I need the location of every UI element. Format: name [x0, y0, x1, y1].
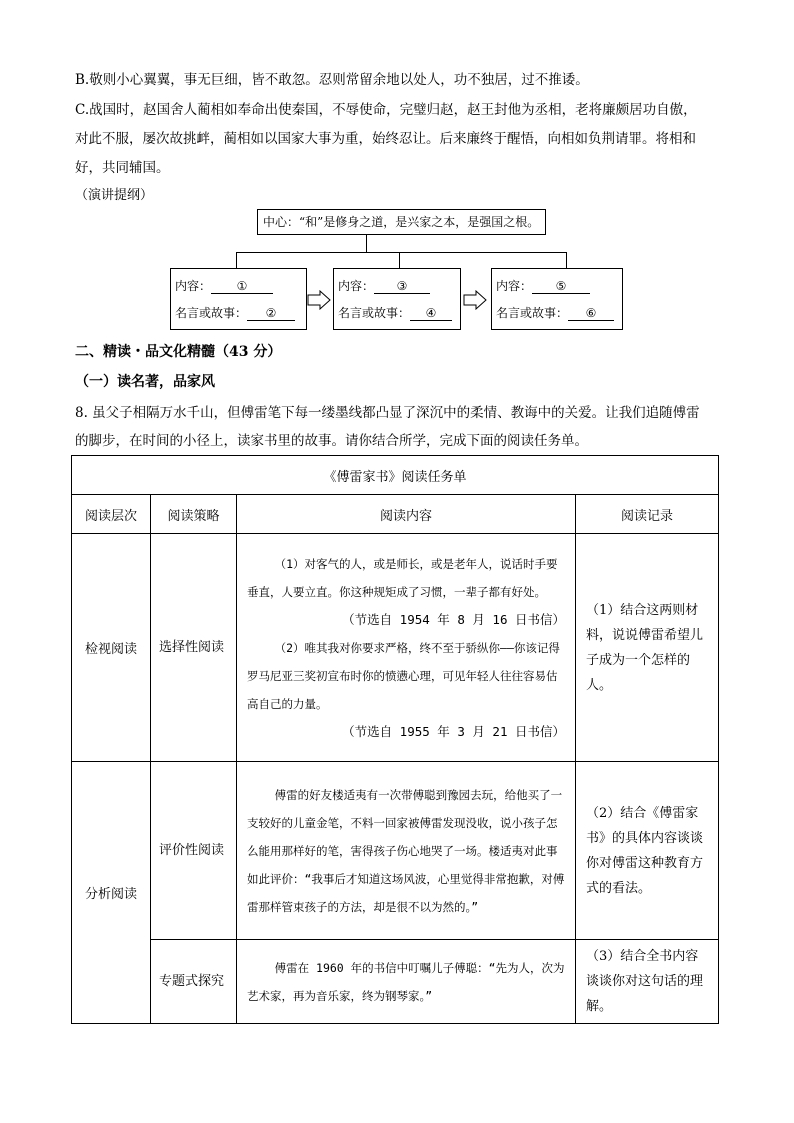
outline-label: （演讲提纲） — [75, 188, 154, 203]
option-c-line-3: 好，共同辅国。 — [75, 160, 170, 176]
content-label: 内容： — [175, 279, 212, 293]
header-content: 阅读内容 — [237, 495, 576, 534]
outline-box-1 — [170, 268, 307, 330]
record-cell: （3）结合全书内容谈谈你对这句话的理解。 — [576, 940, 719, 1024]
level-cell: 检视阅读 — [72, 534, 151, 762]
strategy-cell: 评价性阅读 — [151, 762, 237, 940]
table-row — [72, 940, 719, 1024]
question-8-line-2: 的脚步，在时间的小径上，读家书里的故事。请你结合所学，完成下面的阅读任务单。 — [75, 433, 588, 449]
table-row — [72, 534, 719, 762]
blank-6: ⑥ — [568, 306, 614, 321]
arrow-right-icon — [463, 290, 488, 310]
strategy-cell: 专题式探究 — [151, 940, 237, 1024]
table-title: 《傅雷家书》阅读任务单 — [72, 456, 719, 495]
content-cell — [237, 534, 576, 762]
center-box — [257, 209, 546, 235]
story-label: 名言或故事： — [496, 306, 569, 320]
connector-middle — [399, 252, 400, 269]
record-cell: （2）结合《傅雷家书》的具体内容谈谈你对傅雷这种教育方式的看法。 — [576, 762, 719, 940]
option-b-text: B.敬则小心翼翼，事无巨细，皆不敢忽。忍则常留余地以处人，功不独居，过不推诿。 — [75, 72, 589, 88]
question-8-line-1: 8. 虽父子相隔万水千山，但傅雷笔下每一缕墨线都凸显了深沉中的柔情、教诲中的关爱。让我们追随傅雷 — [75, 405, 700, 421]
connector-right — [566, 252, 567, 269]
blank-4: ④ — [410, 306, 452, 321]
header-strategy: 阅读策略 — [151, 495, 237, 534]
excerpt-1-source: （节选自 1954 年 8 月 16 日书信） — [342, 611, 565, 627]
content-cell: 傅雷在 1960 年的书信中叮嘱儿子傅聪：“先为人，次为艺术家，再为音乐家，终为钢琴家。” — [237, 940, 576, 1024]
connector-vertical — [366, 234, 367, 253]
reading-task-table — [71, 455, 719, 1024]
table-row — [72, 762, 719, 940]
header-level: 阅读层次 — [72, 495, 151, 534]
excerpt-2-source: （节选自 1955 年 3 月 21 日书信） — [342, 723, 565, 739]
subsection-title: （一）读名著，品家风 — [75, 374, 215, 390]
content-cell: 傅雷的好友楼适夷有一次带傅聪到豫园去玩，给他买了一支较好的儿童金笔，不料一回家被傅雷发现没收，说小孩子怎么能用那样好的笔，害得孩子伤心地哭了一场。楼适夷对此事如此评价：“我事后才知道这场风波，心里觉得非常抱歉，对傅雷那样管束孩子的方法，却是很不以为然的。” — [237, 762, 576, 940]
story-label: 名言或故事： — [175, 306, 248, 320]
center-text: 中心：“和”是修身之道，是兴家之本，是强国之根。 — [263, 215, 540, 229]
arrow-right-icon — [307, 290, 332, 310]
blank-1: ① — [211, 279, 273, 294]
blank-3: ③ — [374, 279, 430, 294]
blank-2: ② — [247, 306, 295, 321]
section-title: 二、精读・品文化精髓（43 分） — [75, 344, 282, 360]
record-cell: （1）结合这两则材料，说说傅雷希望儿子成为一个怎样的人。 — [576, 534, 719, 762]
blank-5: ⑤ — [532, 279, 590, 294]
strategy-cell: 选择性阅读 — [151, 534, 237, 762]
connector-left — [236, 252, 237, 269]
outline-box-2 — [333, 268, 461, 330]
excerpt-1: （1）对客气的人，或是师长，或是老年人，说话时手要垂直，人要立直。你这种规矩成了习惯，一辈子都有好处。 — [247, 556, 558, 599]
header-record: 阅读记录 — [576, 495, 719, 534]
option-c-line-2: 对此不服，屡次故挑衅，蔺相如以国家大事为重，始终忍让。后来廉终于醒悟，向相如负荆请罪。将相和 — [75, 131, 696, 147]
content-label: 内容： — [496, 279, 533, 293]
story-label: 名言或故事： — [338, 306, 411, 320]
content-label: 内容： — [338, 279, 375, 293]
level-cell: 分析阅读 — [72, 762, 151, 1024]
option-c-line-1: C.战国时，赵国舍人蔺相如奉命出使秦国，不辱使命，完璧归赵，赵王封他为丞相，老将廉颇居功自傲， — [75, 102, 697, 118]
connector-horizontal — [236, 252, 567, 253]
outline-box-3 — [491, 268, 623, 330]
excerpt-2: （2）唯其我对你要求严格，终不至于骄纵你——你该记得罗马尼亚三奖初宣布时你的愤懑心理，可见年轻人往往容易估高自己的力量。 — [247, 640, 560, 711]
